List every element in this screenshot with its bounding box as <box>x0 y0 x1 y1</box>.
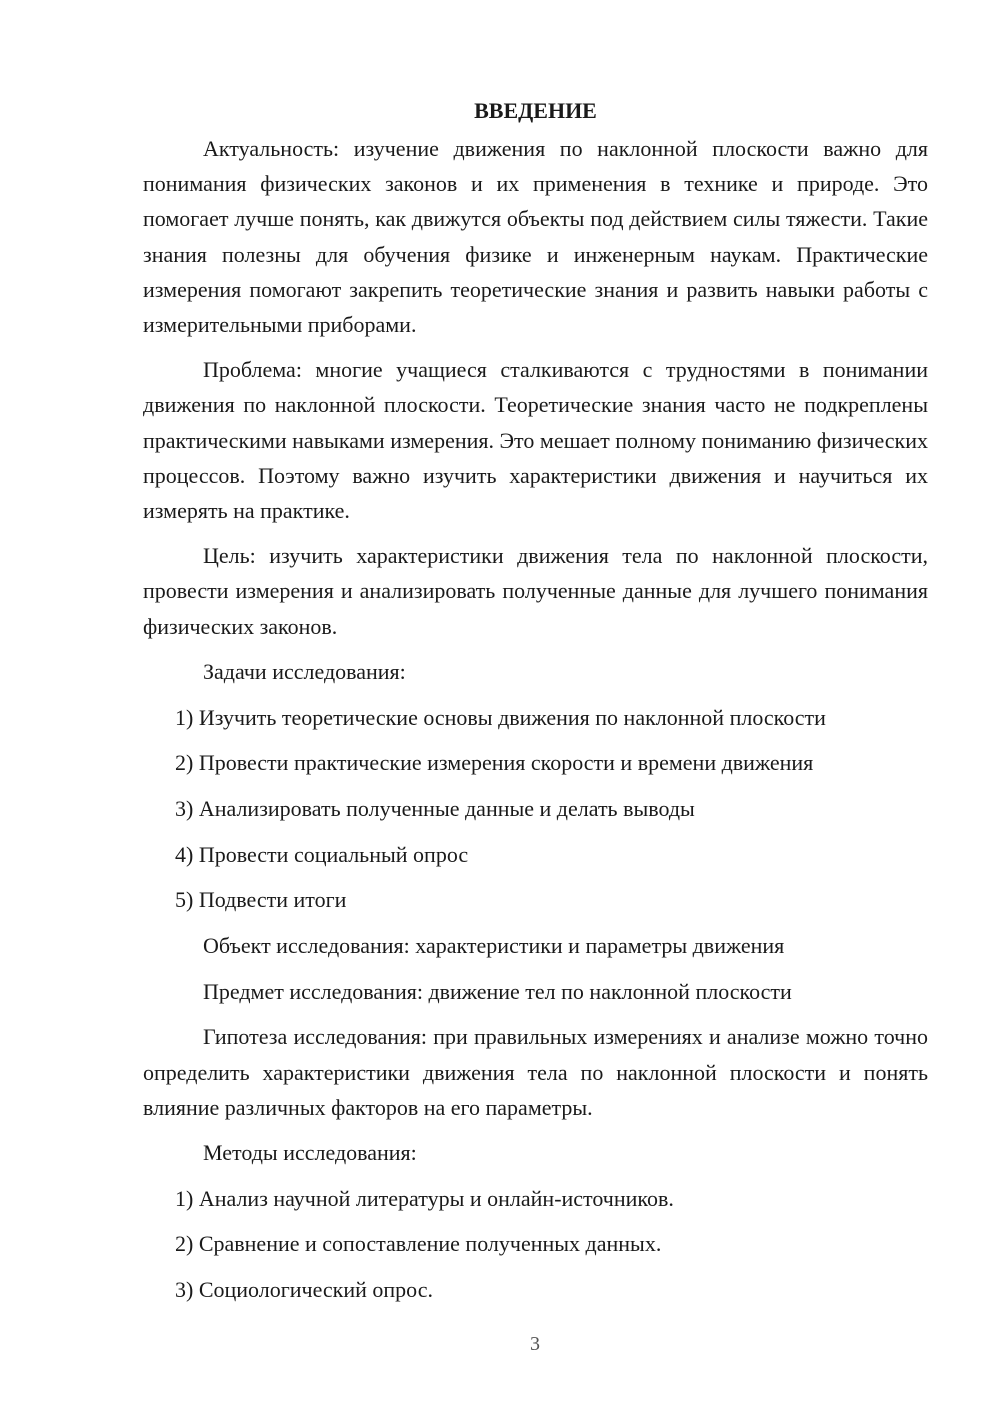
page-number: 3 <box>530 1333 540 1355</box>
research-subject: Предмет исследования: движение тел по наклонной плоскости <box>203 978 792 1004</box>
goal-paragraph: Цель: изучить характеристики движения тела по наклонной плоскости, провести измерения и анализировать полученные данные для лучшего понимания физических законов. <box>143 543 928 639</box>
methods-heading: Методы исследования: <box>203 1140 417 1166</box>
section-title: ВВЕДЕНИЕ <box>474 98 597 123</box>
task-item: 4) Провести социальный опрос <box>175 841 469 867</box>
method-item: 1) Анализ научной литературы и онлайн-источников. <box>175 1185 674 1211</box>
tasks-heading: Задачи исследования: <box>203 658 406 684</box>
method-item: 2) Сравнение и сопоставление полученных данных. <box>175 1231 662 1257</box>
task-item: 2) Провести практические измерения скорости и времени движения <box>175 750 814 776</box>
method-item: 3) Социологический опрос. <box>175 1277 433 1303</box>
research-object: Объект исследования: характеристики и параметры движения <box>203 933 785 959</box>
relevance-paragraph: Актуальность: изучение движения по наклонной плоскости важно для понимания физических законов и их применения в технике и природе. Это помогает лучше понять, как движутся объекты под действием силы тяжести. Такие знания полезны для обучения физике и инженерным наукам. Практические измерения помогают закрепить теоретические знания и развить навыки работы с измерительными приборами. <box>143 136 928 338</box>
problem-paragraph: Проблема: многие учащиеся сталкиваются с трудностями в понимании движения по наклонной плоскости. Теоретические знания часто не подкреплены практическими навыками измерения. Это мешает полному пониманию физических процессов. Поэтому важно изучить характеристики движения и научиться их измерять на практике. <box>143 357 928 524</box>
task-item: 1) Изучить теоретические основы движения по наклонной плоскости <box>175 704 826 730</box>
hypothesis-paragraph: Гипотеза исследования: при правильных измерениях и анализе можно точно определить характеристики движения тела по наклонной плоскости и понять влияние различных факторов на его параметры. <box>143 1024 928 1120</box>
task-item: 5) Подвести итоги <box>175 887 347 913</box>
document-page <box>143 96 928 1318</box>
task-item: 3) Анализировать полученные данные и делать выводы <box>175 795 695 821</box>
